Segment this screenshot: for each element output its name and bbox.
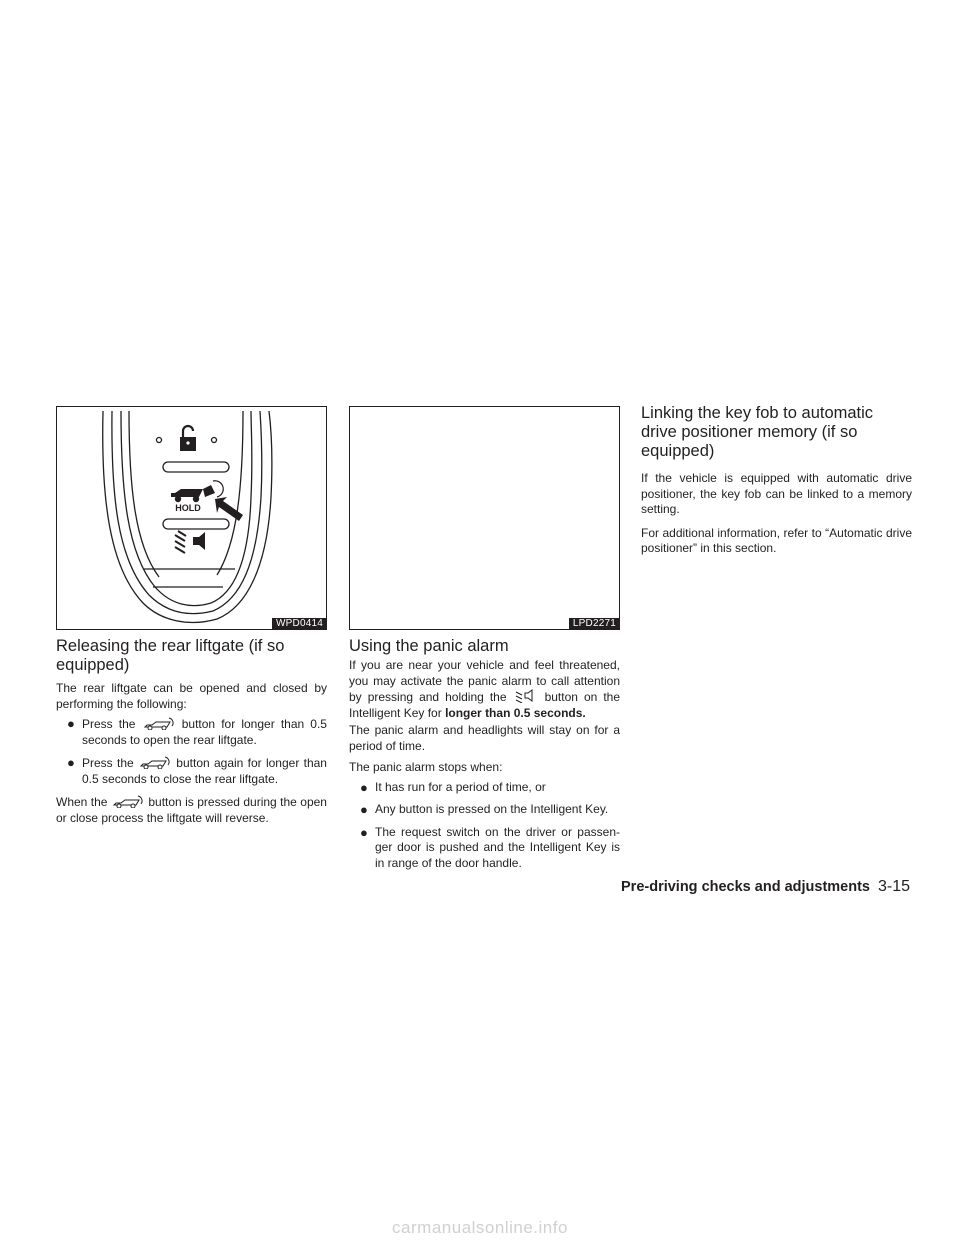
linking-para-2: For additional information, refer to “Automatic drive positioner” in this section.: [641, 525, 912, 555]
liftgate-note: When the button is pressed during the open or close process the liftgate will reverse.: [56, 795, 327, 825]
column-liftgate: [56, 406, 327, 826]
bullet-icon: ●: [67, 716, 75, 731]
liftgate-button-icon: [111, 794, 145, 808]
linking-para-1: If the vehicle is equipped with automatic drive positioner, the key fob can be linked to a memory setting.: [641, 471, 912, 516]
list-item: ● Any button is pressed on the Intelligent Key.: [360, 802, 609, 817]
panic-button-icon: [513, 689, 539, 703]
liftgate-button-icon: [138, 755, 172, 769]
key-fob-figure: [56, 406, 327, 630]
liftgate-button-icon: [142, 716, 176, 730]
panic-para-3: The panic alarm stops when:: [349, 760, 503, 774]
panic-figure: [349, 406, 620, 630]
column-panic: [349, 406, 620, 878]
liftgate-intro: The rear liftgate can be opened and closed by performing the following:: [56, 681, 327, 711]
figure-label: WPD0414: [272, 618, 326, 629]
panic-alarm-icon: [175, 531, 205, 553]
list-item: ● It has run for a period of time, or: [360, 779, 546, 795]
watermark: carmanualsonline.info: [392, 1218, 568, 1237]
hold-label: HOLD: [175, 503, 201, 513]
key-fob-illustration: [57, 407, 326, 629]
page-number: 3-15: [878, 878, 911, 895]
footer-section-title: Pre-driving checks and adjustments: [621, 879, 870, 895]
figure-label: LPD2271: [569, 618, 619, 629]
list-item: ● The request switch on the driver or passen- ger door is pushed and the Intelligent Key is in range of the door handle.: [360, 824, 620, 870]
section-title-panic: Using the panic alarm: [349, 637, 509, 655]
list-item: ● Press the button for longer than 0.5 seconds to open the rear liftgate.: [67, 716, 327, 747]
bullet-icon: ●: [360, 802, 368, 817]
bullet-icon: ●: [67, 755, 75, 770]
bullet-icon: ●: [360, 824, 368, 840]
liftgate-steps: [56, 716, 327, 787]
list-item: ● Press the button again for longer than 0.5 seconds to close the rear liftgate.: [67, 755, 327, 786]
panic-stop-list: [349, 780, 620, 872]
panic-para-2: The panic alarm and headlights will stay on for a period of time.: [349, 723, 620, 753]
lock-icon: [180, 426, 196, 451]
bullet-icon: ●: [360, 779, 368, 795]
column-linking: [641, 404, 912, 557]
panic-para-1: If you are near your vehicle and feel threatened, you may activate the panic alarm to call attention by pressing and holding the button on the Intelligent Key for longer than 0.5 seconds.: [349, 658, 621, 720]
page-footer: [621, 878, 911, 896]
section-title-linking: Linking the key fob to automatic drive positioner memory (if so equipped): [641, 404, 874, 460]
section-title-liftgate: Releasing the rear liftgate (if so equipped): [56, 637, 285, 674]
